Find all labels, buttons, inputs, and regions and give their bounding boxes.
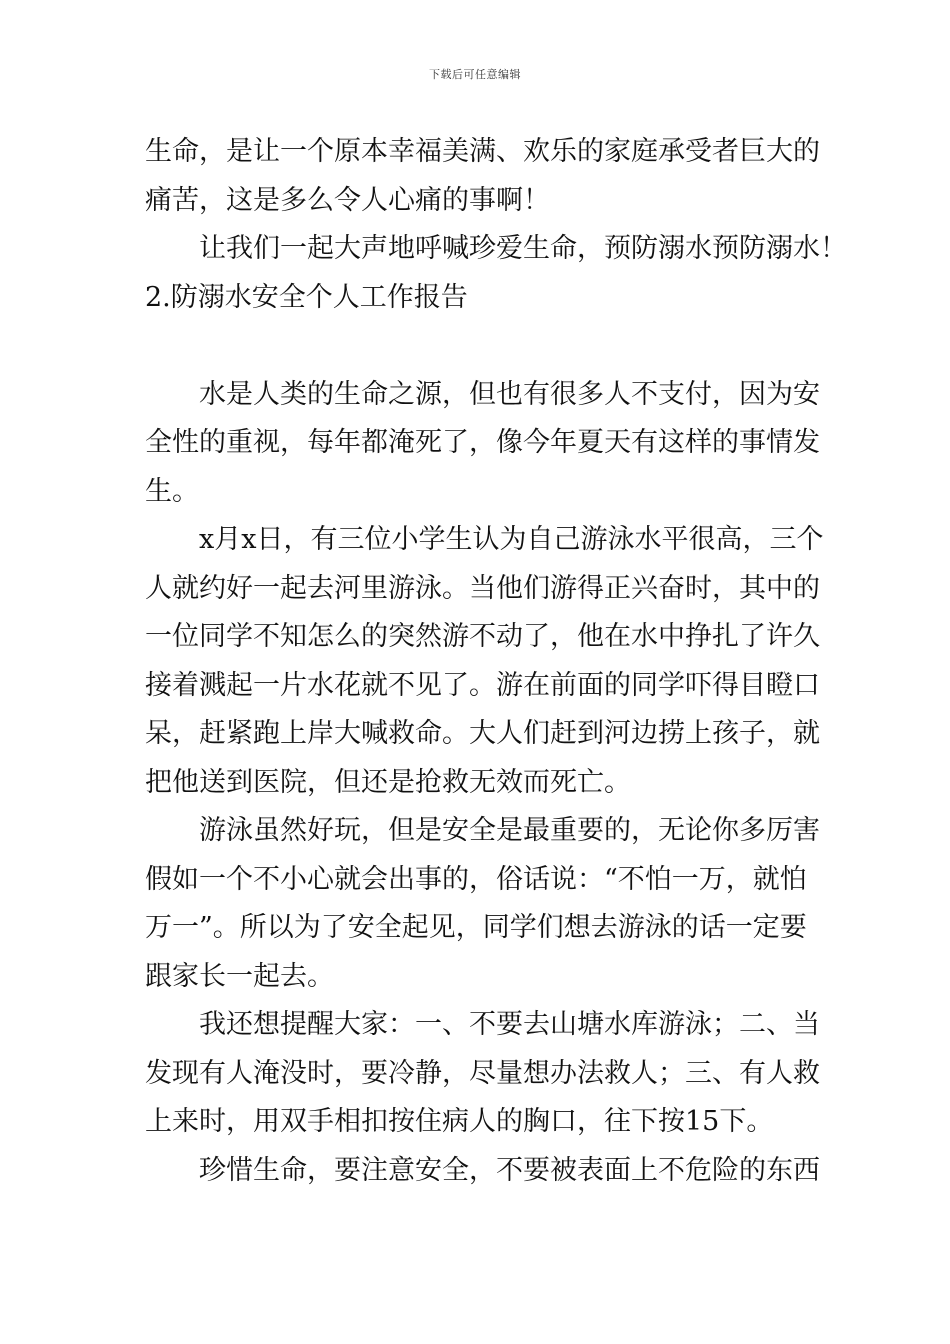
section-heading: 2.防溺水安全个人工作报告: [145, 281, 468, 313]
paragraph-start: 我还想提醒大家：一、不要去山塘水库游泳；二、当: [199, 1009, 820, 1040]
text-line: 痛苦，这是多么令人心痛的事啊！: [145, 184, 550, 216]
blank-line: [145, 322, 807, 371]
text-line: 跟家长一起去。: [145, 960, 334, 992]
text-line: 人就约好一起去河里游泳。当他们游得正兴奋时，其中的: [145, 572, 820, 604]
text-line: 生。: [145, 475, 199, 507]
text-line: 一位同学不知怎么的突然游不动了，他在水中挣扎了许久: [145, 621, 820, 652]
text-line: 全性的重视，每年都淹死了，像今年夏天有这样的事情发: [145, 427, 820, 458]
paragraph-start: 让我们一起大声地呼喊珍爱生命，预防溺水预防溺水！: [199, 233, 847, 264]
paragraph-start: 游泳虽然好玩，但是安全是最重要的，无论你多厉害: [199, 815, 820, 846]
document-body: [145, 128, 847, 1195]
text-line: 万一”。所以为了安全起见，同学们想去游泳的话一定要: [145, 912, 807, 943]
page-header: 下载后可任意编辑: [429, 68, 521, 81]
text-line: 呆，赶紧跑上岸大喊救命。大人们赶到河边捞上孩子，就: [145, 718, 820, 749]
paragraph-start: 珍惜生命，要注意安全，不要被表面上不危险的东西: [199, 1154, 820, 1186]
paragraph-start: x月x日，有三位小学生认为自己游泳水平很高，三个: [199, 524, 824, 555]
text-line: 生命，是让一个原本幸福美满、欢乐的家庭承受者巨大的: [145, 136, 820, 167]
text-line: 发现有人淹没时，要冷静，尽量想办法救人；三、有人救: [145, 1057, 820, 1089]
text-line: 上来时，用双手相扣按住病人的胸口，往下按15下。: [145, 1106, 774, 1137]
text-line: 接着溅起一片水花就不见了。游在前面的同学吓得目瞪口: [145, 669, 820, 701]
text-line: 假如一个不小心就会出事的，俗话说：“不怕一万，就怕: [145, 863, 807, 895]
text-line: 把他送到医院，但还是抢救无效而死亡。: [145, 766, 631, 798]
paragraph-start: 水是人类的生命之源，但也有很多人不支付，因为安: [199, 378, 820, 410]
